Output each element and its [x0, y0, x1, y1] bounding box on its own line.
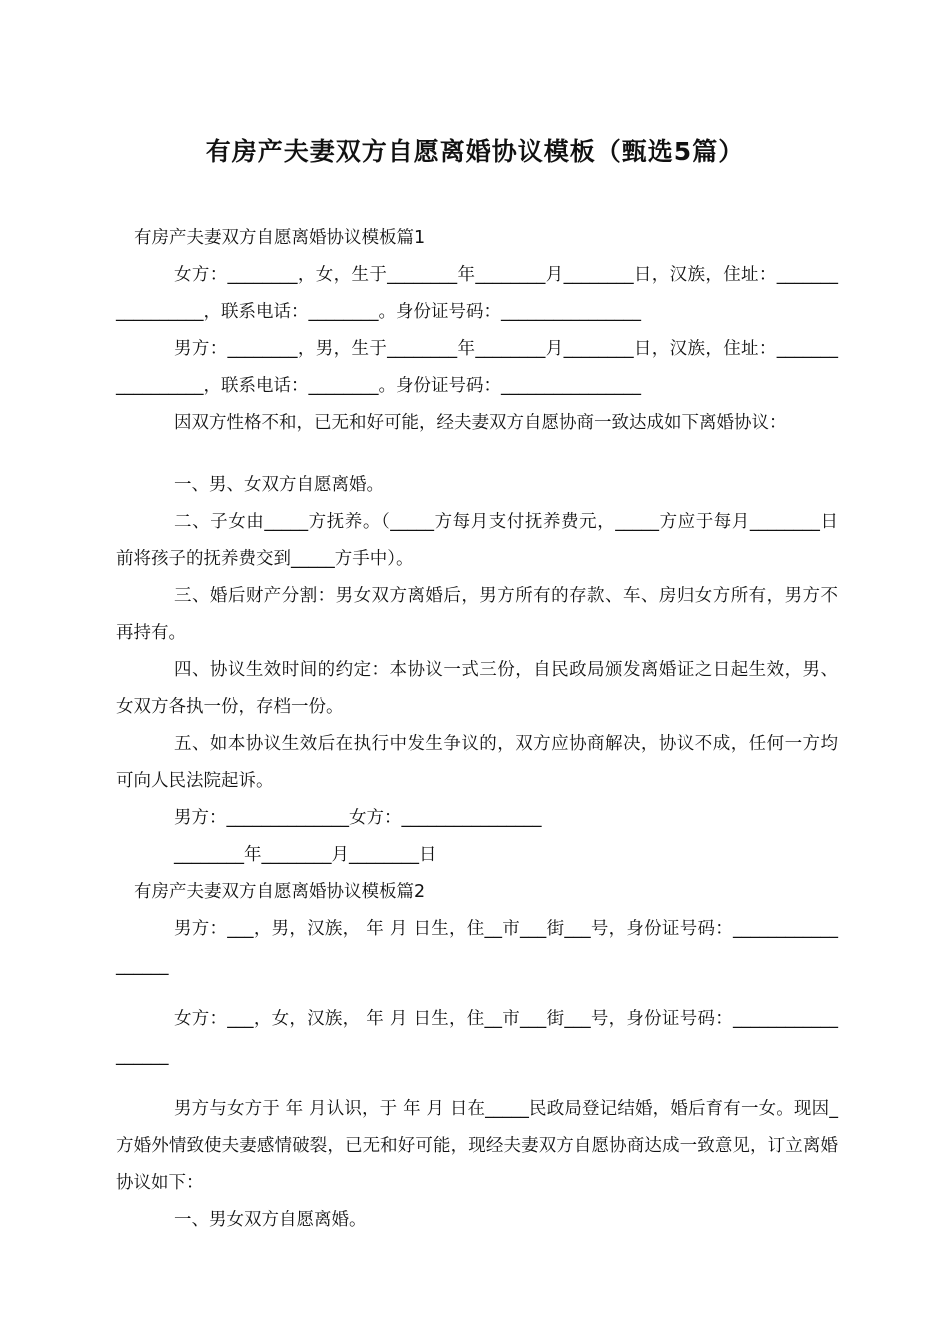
section-2-clause-1: 一、男女双方自愿离婚。: [174, 1210, 367, 1230]
section-2-man-info: 男方：___，男，汉族， 年 月 日生，住__市___街___号，身份证号码：__________________: [116, 919, 838, 976]
section-2-woman-info: 女方：___，女，汉族， 年 月 日生，住__市___街___号，身份证号码：__________________: [116, 1009, 838, 1066]
section-1-clause-3: 三、婚后财产分割：男女双方离婚后，男方所有的存款、车、房归女方所有，男方不再持有。: [116, 586, 838, 643]
section-1-clause-4: 四、协议生效时间的约定：本协议一式三份，自民政局颁发离婚证之日起生效，男、女双方各执一份，存档一份。: [116, 660, 838, 717]
section-1-intro: 因双方性格不和，已无和好可能，经夫妻双方自愿协商一致达成如下离婚协议：: [174, 413, 787, 433]
document-title: 有房产夫妻双方自愿离婚协议模板（甄选5篇）: [205, 137, 745, 166]
section-2-intro: 男方与女方于 年 月认识，于 年 月 日在_____民政局登记结婚，婚后育有一女。现因_方婚外情致使夫妻感情破裂，已无和好可能，现经夫妻双方自愿协商达成一致意见，订立离婚协议如下：: [116, 1099, 838, 1193]
section-1-woman-info: 女方：________，女，生于________年________月________日，汉族，住址：_________________，联系电话：________。身份证号码：________________: [116, 265, 838, 322]
spacer: [116, 1075, 838, 1091]
section-1-clause-5: 五、如本协议生效后在执行中发生争议的，双方应协商解决，协议不成，任何一方均可向人民法院起诉。: [116, 734, 838, 791]
section-1-man-info: 男方：________，男，生于________年________月________日，汉族，住址：_________________，联系电话：________。身份证号码：________________: [116, 339, 838, 396]
section-1-clause-2: 二、子女由_____方抚养。（_____方每月支付抚养费元，_____方应于每月________日前将孩子的抚养费交到_____方手中）。: [116, 512, 838, 569]
section-1-heading: 有房产夫妻双方自愿离婚协议模板篇1: [134, 228, 426, 248]
spacer: [116, 985, 838, 1001]
section-1-signature-line: 男方：______________女方：________________: [174, 808, 542, 828]
document-body: [116, 220, 838, 1239]
section-2-heading: 有房产夫妻双方自愿离婚协议模板篇2: [134, 882, 426, 902]
spacer: [116, 442, 838, 467]
section-1-clause-1: 一、男、女双方自愿离婚。: [174, 475, 384, 495]
section-1-date-line: ________年________月________日: [174, 845, 437, 865]
